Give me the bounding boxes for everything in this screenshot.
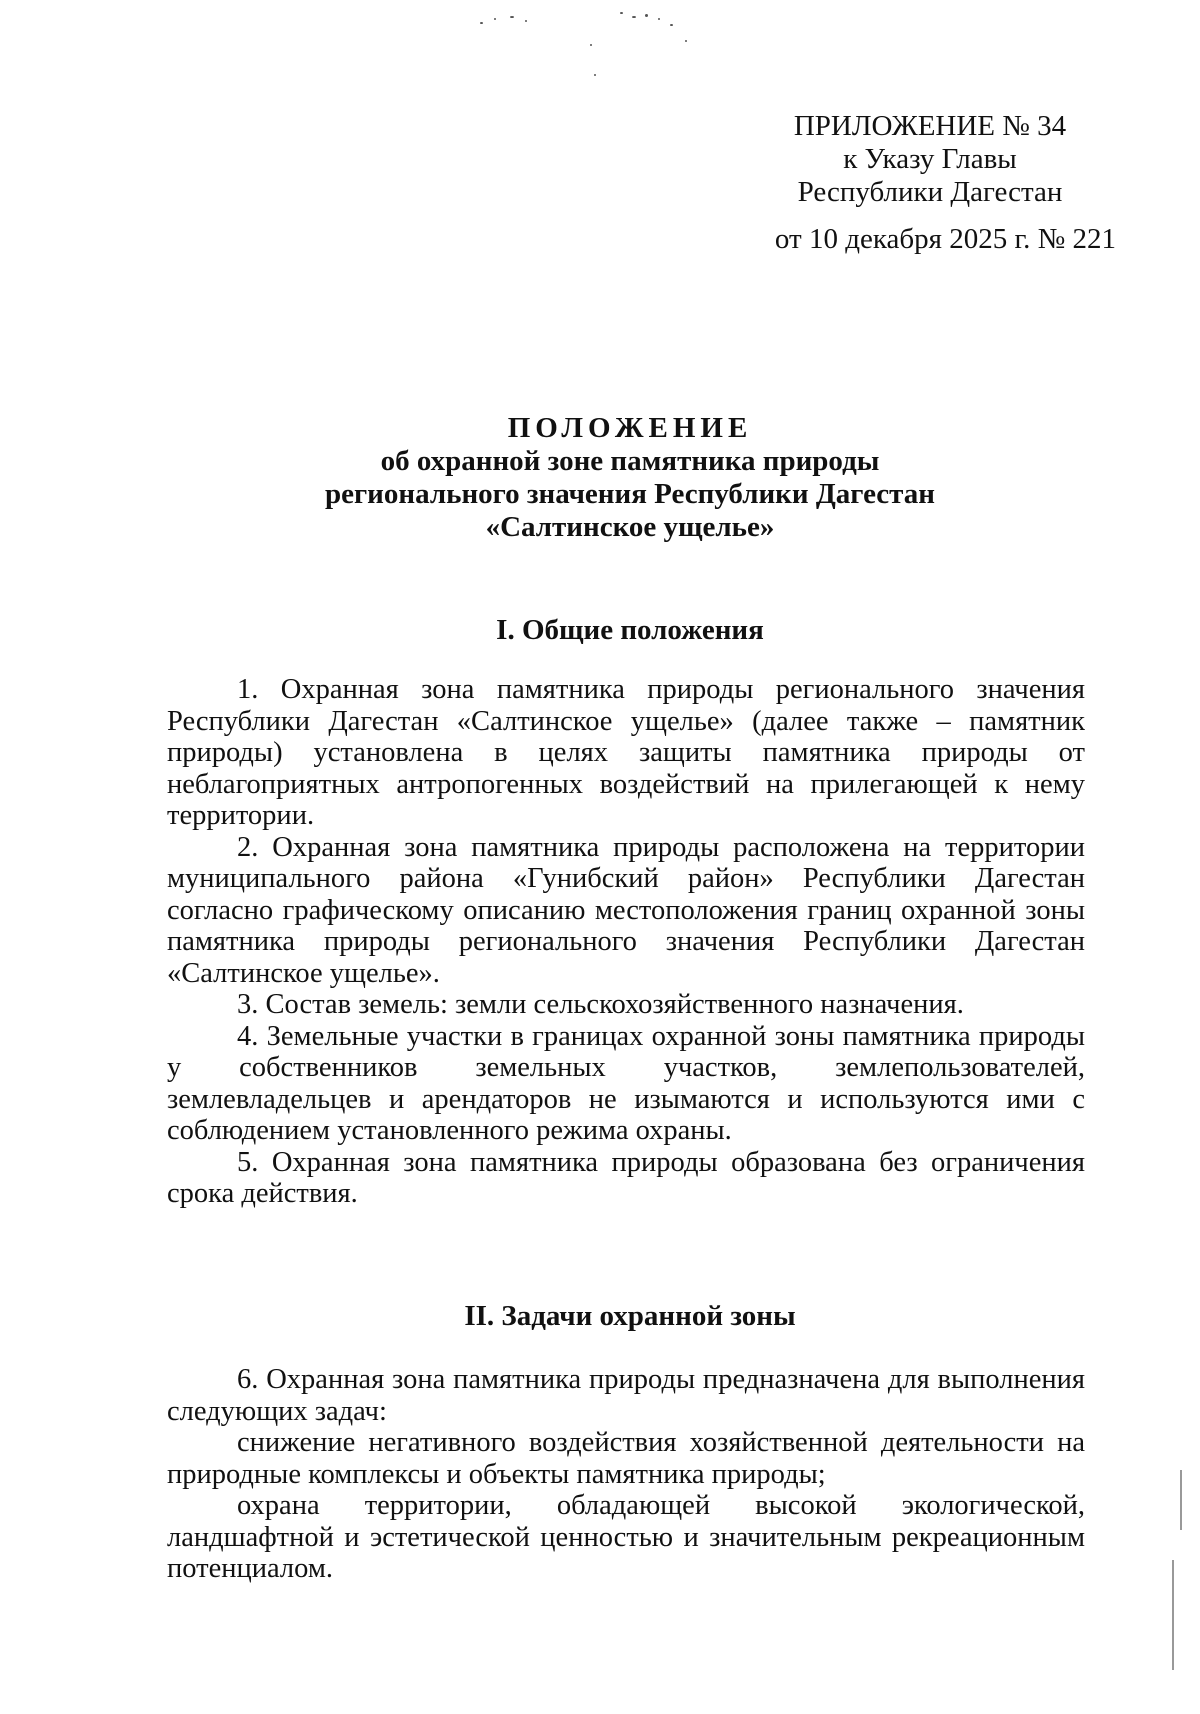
section-2-heading: II. Задачи охранной зоны: [464, 1300, 796, 1332]
section-1-body: [167, 674, 1085, 1210]
title-line-2: регионального значения Республики Дагестан: [325, 478, 935, 510]
appendix-decree: к Указу Главы: [843, 143, 1017, 175]
appendix-block: [750, 110, 1116, 256]
section-2-body: [167, 1364, 1085, 1585]
paragraph-6: 6. Охранная зона памятника природы предназначена для выполнения следующих задач:: [167, 1364, 1085, 1427]
paragraph-2: 2. Охранная зона памятника природы расположена на территории муниципального района «Гунибский район» Республики Дагестан согласно графическому описанию местоположения границ охранной зоны памятника природы регионального значения Республики Дагестан «Салтинское ущелье».: [167, 831, 1085, 989]
paragraph-3: 3. Состав земель: земли сельскохозяйственного назначения.: [237, 989, 964, 1020]
title-main: ПОЛОЖЕНИЕ: [507, 412, 753, 444]
paragraph-4: 4. Земельные участки в границах охранной зоны памятника природы у собственников земельных участков, землепользователей, землевладельцев и арендаторов не изымаются и используются ими с соблюдением установленного режима охраны.: [167, 1020, 1085, 1146]
title-line-3: «Салтинское ущелье»: [485, 511, 775, 543]
paragraph-1: 1. Охранная зона памятника природы регионального значения Республики Дагестан «Салтинское ущелье» (далее также – памятник природы) установлена в целях защиты памятника природы от неблагоприятных антропогенных воздействий на прилегающей к нему территории.: [167, 674, 1085, 831]
task-item-1: снижение негативного воздействия хозяйственной деятельности на природные комплексы и объекты памятника природы;: [167, 1427, 1085, 1490]
section-1-heading: I. Общие положения: [496, 614, 764, 646]
title-line-1: об охранной зоне памятника природы: [380, 445, 880, 477]
scan-edge-mark: [1172, 1560, 1174, 1670]
appendix-republic: Республики Дагестан: [797, 176, 1063, 208]
paragraph-5: 5. Охранная зона памятника природы образована без ограничения срока действия.: [167, 1146, 1085, 1209]
appendix-date: от 10 декабря 2025 г. № 221: [774, 223, 1116, 255]
document-title: [0, 412, 1200, 544]
appendix-number: ПРИЛОЖЕНИЕ № 34: [793, 110, 1067, 142]
task-item-2: охрана территории, обладающей высокой экологической, ландшафтной и эстетической ценностью и значительным рекреационным потенциалом.: [167, 1490, 1085, 1584]
scan-noise: [470, 4, 770, 64]
scan-edge-mark: [1180, 1470, 1182, 1530]
